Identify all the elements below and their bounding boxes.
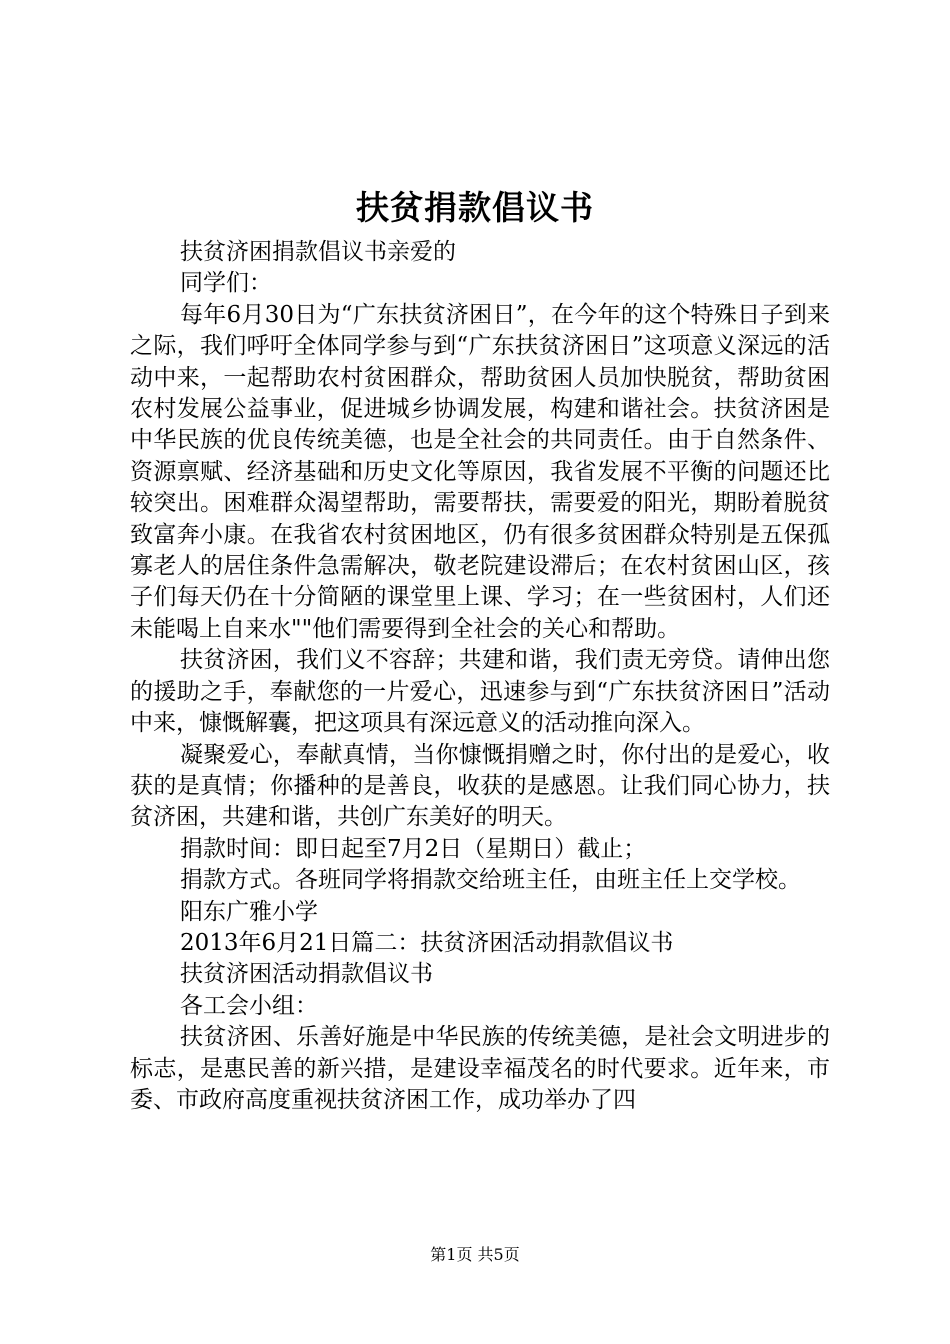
paragraph-salutation-2: 同学们： [180, 270, 272, 297]
paragraph-donation-time: 捐款时间：即日起至7月2日（星期日）截止； [180, 835, 647, 862]
paragraph-appeal: 扶贫济困，我们义不容辞；共建和谐，我们责无旁贷。请伸出您的援助之手，奉献您的一片爱心，迅速参与到“广东扶贫济困日”活动中来，慷慨解囊，把这项具有深远意义的活动推向深入。 [130, 647, 830, 737]
document-body [130, 237, 830, 1116]
paragraph-date-part-two: 2013年6月21日篇二：扶贫济困活动捐款倡议书 [180, 929, 674, 956]
document-title: 扶贫捐款倡议书 [356, 188, 594, 227]
paragraph-part-two-salutation: 各工会小组： [180, 992, 318, 1019]
paragraph-intro: 每年6月30日为“广东扶贫济困日”，在今年的这个特殊日子到来之际，我们呼吁全体同学参与到“广东扶贫济困日”这项意义深远的活动中来，一起帮助农村贫困群众，帮助贫困人员加快脱贫，帮助贫困农村发展公益事业，促进城乡协调发展，构建和谐社会。扶贫济困是中华民族的优良传统美德，也是全社会的共同责任。由于自然条件、资源禀赋、经济基础和历史文化等原因，我省发展不平衡的问题还比较突出。困难群众渴望帮助，需要帮扶，需要爱的阳光，期盼着脱贫致富奔小康。在我省农村贫困地区，仍有很多贫困群众特别是五保孤寡老人的居住条件急需解决，敬老院建设滞后；在农村贫困山区，孩子们每天仍在十分简陋的课堂里上课、学习；在一些贫困村，人们还未能喝上自来水""他们需要得到全社会的关心和帮助。 [130, 301, 830, 642]
paragraph-donation-method: 捐款方式。各班同学将捐款交给班主任，由班主任上交学校。 [180, 867, 801, 894]
paragraph-part-two-title: 扶贫济困活动捐款倡议书 [180, 961, 433, 988]
paragraph-salutation-1: 扶贫济困捐款倡议书亲爱的 [180, 239, 456, 265]
paragraph-part-two-intro: 扶贫济困、乐善好施是中华民族的传统美德，是社会文明进步的标志，是惠民善的新兴措，是建设幸福茂名的时代要求。近年来，市委、市政府高度重视扶贫济困工作，成功举办了四 [130, 1024, 830, 1113]
paragraph-signature: 阳东广雅小学 [180, 898, 318, 925]
paragraph-closing: 凝聚爱心，奉献真情，当你慷慨捐赠之时，你付出的是爱心，收获的是真情；你播种的是善良，收获的是感恩。让我们同心协力，扶贫济困，共建和谐，共创广东美好的明天。 [130, 741, 830, 831]
page-number-footer: 第1页 共5页 [430, 1245, 520, 1264]
